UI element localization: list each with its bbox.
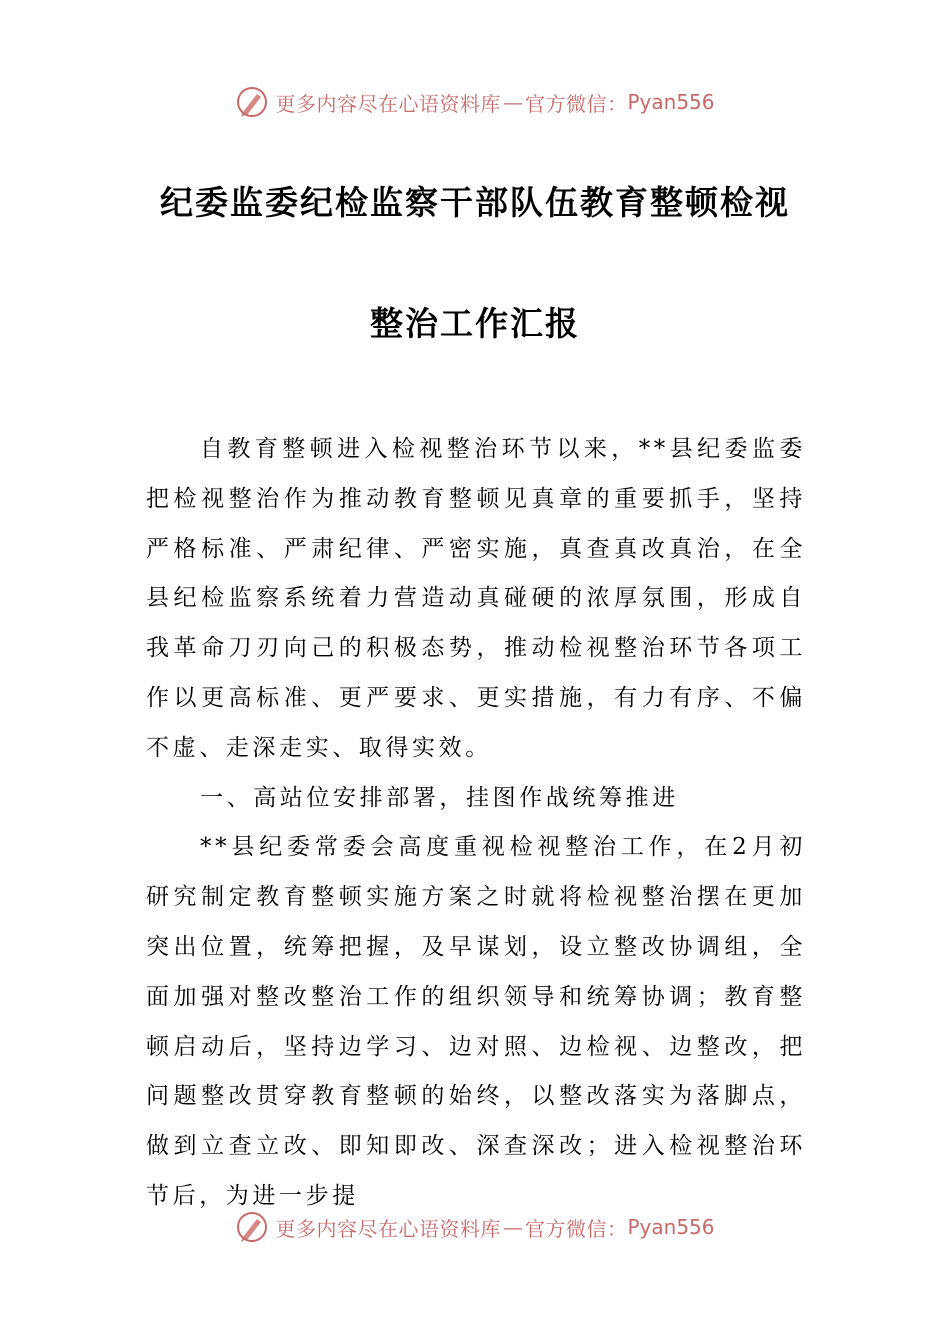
- document-title-line-2: 整治工作汇报: [370, 304, 580, 343]
- pen-logo-icon: [235, 85, 269, 119]
- watermark-separator: —: [502, 90, 523, 114]
- document-body: [146, 425, 806, 1222]
- watermark-separator: —: [502, 1215, 523, 1239]
- footer-watermark: [0, 1207, 950, 1247]
- watermark-contact: 官方微信：: [524, 91, 628, 116]
- watermark-handle: Pyan556: [627, 90, 715, 114]
- paragraph-section-1: **县纪委常委会高度重视检视整治工作，在2月初研究制定教育整顿实施方案之时就将检视整治摆在更加突出位置，统筹把握，及早谋划，设立整改协调组，全面加强对整改整治工作的组织领导和统筹协调；教育整顿启动后，坚持边学习、边对照、边检视、边整改，把问题整改贯穿教育整顿的始终，以整改落实为落脚点，做到立查立改、即知即改、深查深改；进入检视整治环节后，为进一步提: [146, 834, 806, 1209]
- section-heading-1: 一、高站位安排部署，挂图作战统筹推进: [200, 784, 679, 811]
- watermark-text: 更多内容尽在心语资料库: [275, 91, 501, 116]
- paragraph-intro: 自教育整顿进入检视整治环节以来，**县纪委监委把检视整治作为推动教育整顿见真章的重要抓手，坚持严格标准、严肃纪律、严密实施，真查真改真治，在全县纪检监察系统着力营造动真碰硬的浓厚氛围，形成自我革命刀刃向己的积极态势，推动检视整治环节各项工作以更高标准、更严要求、更实措施，有力有序、不偏不虚、走深走实、取得实效。: [146, 436, 806, 761]
- pen-logo-icon: [235, 1210, 269, 1244]
- watermark-text: 更多内容尽在心语资料库: [275, 1216, 501, 1241]
- watermark-contact: 官方微信：: [524, 1216, 628, 1241]
- header-watermark: [0, 82, 950, 122]
- watermark-handle: Pyan556: [627, 1215, 715, 1239]
- document-title-line-1: 纪委监委纪检监察干部队伍教育整顿检视: [160, 183, 790, 222]
